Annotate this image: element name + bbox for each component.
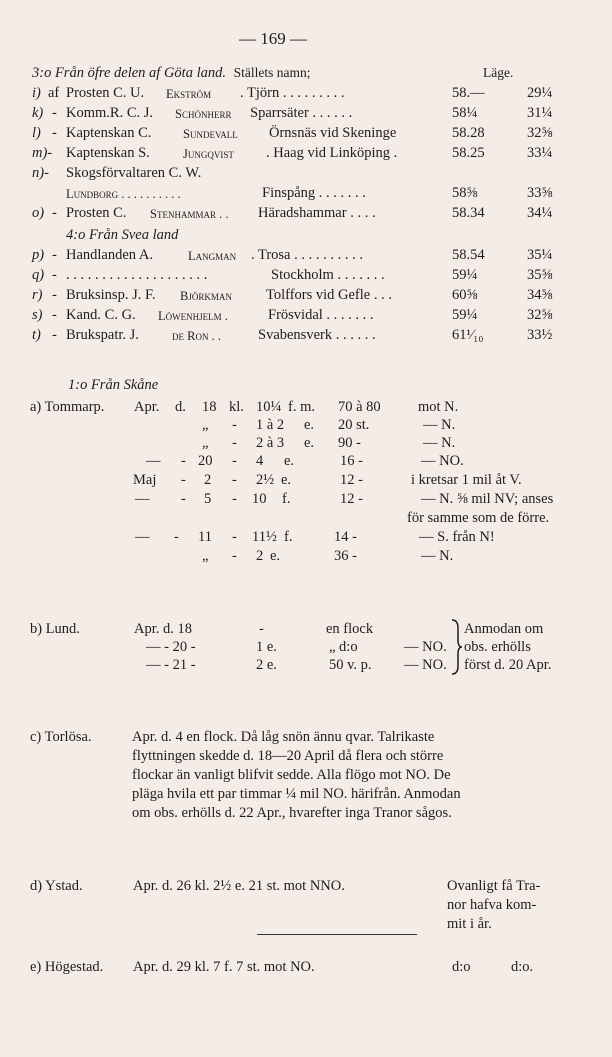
row-name: Langman xyxy=(188,249,237,263)
row-longitude: 34⅝ xyxy=(527,287,553,303)
entry-label: a) Tommarp. xyxy=(30,399,105,415)
row-latitude: 58.34 xyxy=(452,205,485,221)
paragraph-line: flyttningen skedde d. 18—20 April då flera och större xyxy=(132,748,444,764)
obs-month: „ xyxy=(202,417,209,433)
row-name: Ekström xyxy=(166,87,212,101)
brace-note: först d. 20 Apr. xyxy=(464,657,552,673)
obs-day: 11 xyxy=(198,529,212,545)
row-place: . Haag vid Linköping . xyxy=(266,145,398,161)
row-dash: - xyxy=(52,287,57,303)
ditto-mark: d:o xyxy=(452,959,471,975)
obs-kl: kl. xyxy=(229,399,244,415)
obs-time: 10¼ xyxy=(256,399,282,415)
row-longitude: 34¼ xyxy=(527,205,553,221)
brace-note: Anmodan om xyxy=(464,621,544,637)
obs-direction: — NO. xyxy=(421,453,464,469)
obs-text: Apr. d. 29 kl. 7 f. 7 st. mot NO. xyxy=(133,959,315,975)
paragraph-line: om obs. erhölls d. 22 Apr., hvarefter inga Tranor sågos. xyxy=(132,805,452,821)
paragraph-line: Apr. d. 4 en flock. Då låg snön ännu qvar. Talrikaste xyxy=(132,729,435,745)
obs-d: - xyxy=(232,435,237,451)
row-longitude: 33½ xyxy=(527,327,553,343)
row-latitude: 59¼ xyxy=(452,267,478,283)
row-title: Kand. C. G. xyxy=(66,307,136,323)
obs-month: — xyxy=(146,453,161,469)
row-title: Prosten C. xyxy=(66,205,127,221)
row-place: Frösvidal . . . . . . . xyxy=(268,307,374,323)
obs-month: „ xyxy=(202,548,209,564)
obs-direction-continued: för samme som de förre. xyxy=(407,510,550,526)
note-line: Ovanligt få Tra- xyxy=(447,878,541,894)
row-latitude: 58.54 xyxy=(452,247,485,263)
row-latitude: 58⅝ xyxy=(452,185,478,201)
row-title: Kaptenskan C. xyxy=(66,125,152,141)
obs-count: 16 - xyxy=(340,453,363,469)
obs-day: 2 xyxy=(204,472,212,488)
row-title: Handlanden A. xyxy=(66,247,153,263)
row-latitude: 60⅝ xyxy=(452,287,478,303)
section-4-heading: 4:o Från Svea land xyxy=(66,227,179,243)
row-place: Tolffors vid Gefle . . . xyxy=(266,287,392,303)
entry-label: b) Lund. xyxy=(30,621,80,637)
row-dash: - xyxy=(52,307,57,323)
row-title: Komm.R. C. J. xyxy=(66,105,154,121)
obs-ampm: e. xyxy=(304,417,315,433)
row-letter: n)- xyxy=(32,165,49,181)
obs-direction: — N. xyxy=(423,417,456,433)
obs-d: - xyxy=(181,491,186,507)
obs-kl: - xyxy=(232,529,237,545)
obs-d: d. xyxy=(175,399,186,415)
row-letter: t) xyxy=(32,327,41,343)
obs-d: - xyxy=(232,417,237,433)
row-dash: af xyxy=(48,85,60,101)
column-position-header: Läge. xyxy=(483,65,514,80)
obs-month: „ xyxy=(202,435,209,451)
obs-count: 20 st. xyxy=(338,417,370,433)
obs-count: 12 - xyxy=(340,491,363,507)
column-place-header: Ställets namn; xyxy=(233,65,311,80)
obs-day: 1 à 2 xyxy=(256,417,285,433)
row-name: Jungqvist xyxy=(183,147,234,161)
row-longitude: 33¼ xyxy=(527,145,553,161)
obs-ampm: f. xyxy=(284,529,293,545)
row-name: de Ron . . xyxy=(172,329,221,343)
row-place: Stockholm . . . . . . . xyxy=(271,267,385,283)
obs-count: 50 v. p. xyxy=(329,657,372,673)
obs-date: Apr. d. 18 xyxy=(134,621,192,637)
row-longitude: 32⅝ xyxy=(527,125,553,141)
obs-day: 18 xyxy=(202,399,217,415)
row-dash: - xyxy=(52,267,57,283)
row-name: Stenhammar . . xyxy=(150,207,229,221)
row-longitude: 32⅝ xyxy=(527,307,553,323)
obs-count: en flock xyxy=(326,621,374,637)
row-letter: k) xyxy=(32,105,44,121)
row-letter: q) xyxy=(32,267,45,283)
obs-kl: - xyxy=(232,491,237,507)
obs-day: 2 à 3 xyxy=(256,435,285,451)
obs-direction: — S. från N! xyxy=(419,529,495,545)
obs-time: 2½ xyxy=(256,472,275,488)
row-dash: - xyxy=(52,205,57,221)
entry-label: c) Torlösa. xyxy=(30,729,92,745)
row-place: . Trosa . . . . . . . . . . xyxy=(251,247,363,263)
page-number: — 169 — xyxy=(239,29,307,48)
row-letter: o) xyxy=(32,205,45,221)
obs-count: 36 - xyxy=(334,548,357,564)
row-dash: - xyxy=(52,327,57,343)
row-title: Brukspatr. J. xyxy=(66,327,139,343)
obs-direction: i kretsar 1 mil åt V. xyxy=(411,472,522,488)
row-latitude: 58.25 xyxy=(452,145,485,161)
note-line: mit i år. xyxy=(447,916,492,932)
obs-direction: — N. xyxy=(421,548,454,564)
obs-ampm: f. xyxy=(282,491,291,507)
paragraph-line: pläga hvila ett par timmar ¼ mil NO. härifrån. Anmodan xyxy=(132,786,461,802)
obs-count: 12 - xyxy=(340,472,363,488)
obs-direction: mot N. xyxy=(418,399,459,415)
obs-time: 1 e. xyxy=(256,639,277,655)
obs-month: — xyxy=(135,529,150,545)
row-letter: i) xyxy=(32,85,41,101)
paragraph-line: flockar än vanligt blifvit sedde. Alla flögo mot NO. De xyxy=(132,767,451,783)
row-longitude: 33⅝ xyxy=(527,185,553,201)
obs-count: 14 - xyxy=(334,529,357,545)
obs-ampm: e. xyxy=(281,472,292,488)
obs-d: - xyxy=(174,529,179,545)
obs-text: Apr. d. 26 kl. 2½ e. 21 st. mot NNO. xyxy=(133,878,345,894)
row-place: Sparrsäter . . . . . . xyxy=(250,105,353,121)
row-place: Örnsnäs vid Skeninge xyxy=(269,125,397,141)
row-name: Sundevall xyxy=(183,127,238,141)
obs-time: 10 xyxy=(252,491,267,507)
row-title: Kaptenskan S. xyxy=(66,145,150,161)
obs-direction: — NO. xyxy=(404,657,447,673)
obs-count: „ d:o xyxy=(329,639,358,655)
row-latitude: 58.28 xyxy=(452,125,485,141)
row-title: . . . . . . . . . . . . . . . . . . . . xyxy=(66,267,208,283)
obs-direction: — N. xyxy=(423,435,456,451)
section-3-heading xyxy=(32,64,310,82)
obs-ampm: e. xyxy=(284,453,295,469)
row-place: Finspång . . . . . . . xyxy=(262,185,366,201)
obs-day: 5 xyxy=(204,491,212,507)
obs-d: - xyxy=(181,453,186,469)
horizontal-rule xyxy=(257,934,417,935)
row-title: Prosten C. U. xyxy=(66,85,145,101)
row-dash: - xyxy=(52,105,57,121)
note-line: nor hafva kom- xyxy=(447,897,537,913)
obs-ampm: f. m. xyxy=(288,399,315,415)
obs-date: — - 20 - xyxy=(146,639,196,655)
ditto-mark: d:o. xyxy=(511,959,534,975)
row-latitude: 58.— xyxy=(452,85,485,101)
row-longitude: 31¼ xyxy=(527,105,553,121)
obs-day: 2 xyxy=(256,548,264,564)
row-name: Löwenhjelm . xyxy=(158,309,228,323)
obs-d: - xyxy=(232,548,237,564)
row-longitude: 35¼ xyxy=(527,247,553,263)
brace-note: obs. erhölls xyxy=(464,639,531,655)
row-place: Svabensverk . . . . . . xyxy=(258,327,376,343)
row-letter: p) xyxy=(32,247,45,263)
obs-time: 2 e. xyxy=(256,657,277,673)
brace-icon xyxy=(449,618,463,676)
row-place: Häradshammar . . . . xyxy=(258,205,376,221)
obs-count: 90 - xyxy=(338,435,361,451)
obs-month: Maj xyxy=(133,472,157,488)
row-latitude: 59¼ xyxy=(452,307,478,323)
row-place: . Tjörn . . . . . . . . . xyxy=(240,85,345,101)
row-name: Björkman xyxy=(180,289,232,303)
row-dash: - xyxy=(52,125,57,141)
obs-date: — - 21 - xyxy=(146,657,196,673)
obs-d: - xyxy=(181,472,186,488)
obs-time: 11½ xyxy=(252,529,277,545)
obs-direction: — N. ⅝ mil NV; anses xyxy=(421,491,554,507)
row-name: Schönherr xyxy=(175,107,232,121)
row-letter: l) xyxy=(32,125,41,141)
row-title: Bruksinsp. J. F. xyxy=(66,287,156,303)
section-1-heading: 1:o Från Skåne xyxy=(68,377,159,393)
obs-ampm: e. xyxy=(270,548,281,564)
row-name: Lundborg . . . . . . . . . . xyxy=(66,187,181,201)
entry-label: d) Ystad. xyxy=(30,878,83,894)
row-longitude: 29¼ xyxy=(527,85,553,101)
row-letter: m)- xyxy=(32,145,53,161)
row-title: Skogsförvaltaren C. W. xyxy=(66,165,202,181)
obs-time: - xyxy=(259,621,264,637)
obs-month: — xyxy=(135,491,150,507)
row-letter: s) xyxy=(32,307,43,323)
entry-label: e) Högestad. xyxy=(30,959,104,975)
obs-kl: - xyxy=(232,453,237,469)
obs-count: 70 à 80 xyxy=(338,399,381,415)
row-latitude: 58¼ xyxy=(452,105,478,121)
obs-kl: - xyxy=(232,472,237,488)
row-latitude: 61¹⁄₁₀ xyxy=(452,327,484,343)
section-3-title: 3:o Från öfre delen af Göta land. xyxy=(32,65,226,81)
row-longitude: 35⅝ xyxy=(527,267,553,283)
obs-time: 4 xyxy=(256,453,264,469)
obs-ampm: e. xyxy=(304,435,315,451)
obs-direction: — NO. xyxy=(404,639,447,655)
obs-day: 20 xyxy=(198,453,213,469)
row-dash: - xyxy=(52,247,57,263)
row-letter: r) xyxy=(32,287,43,303)
obs-month: Apr. xyxy=(134,399,160,415)
